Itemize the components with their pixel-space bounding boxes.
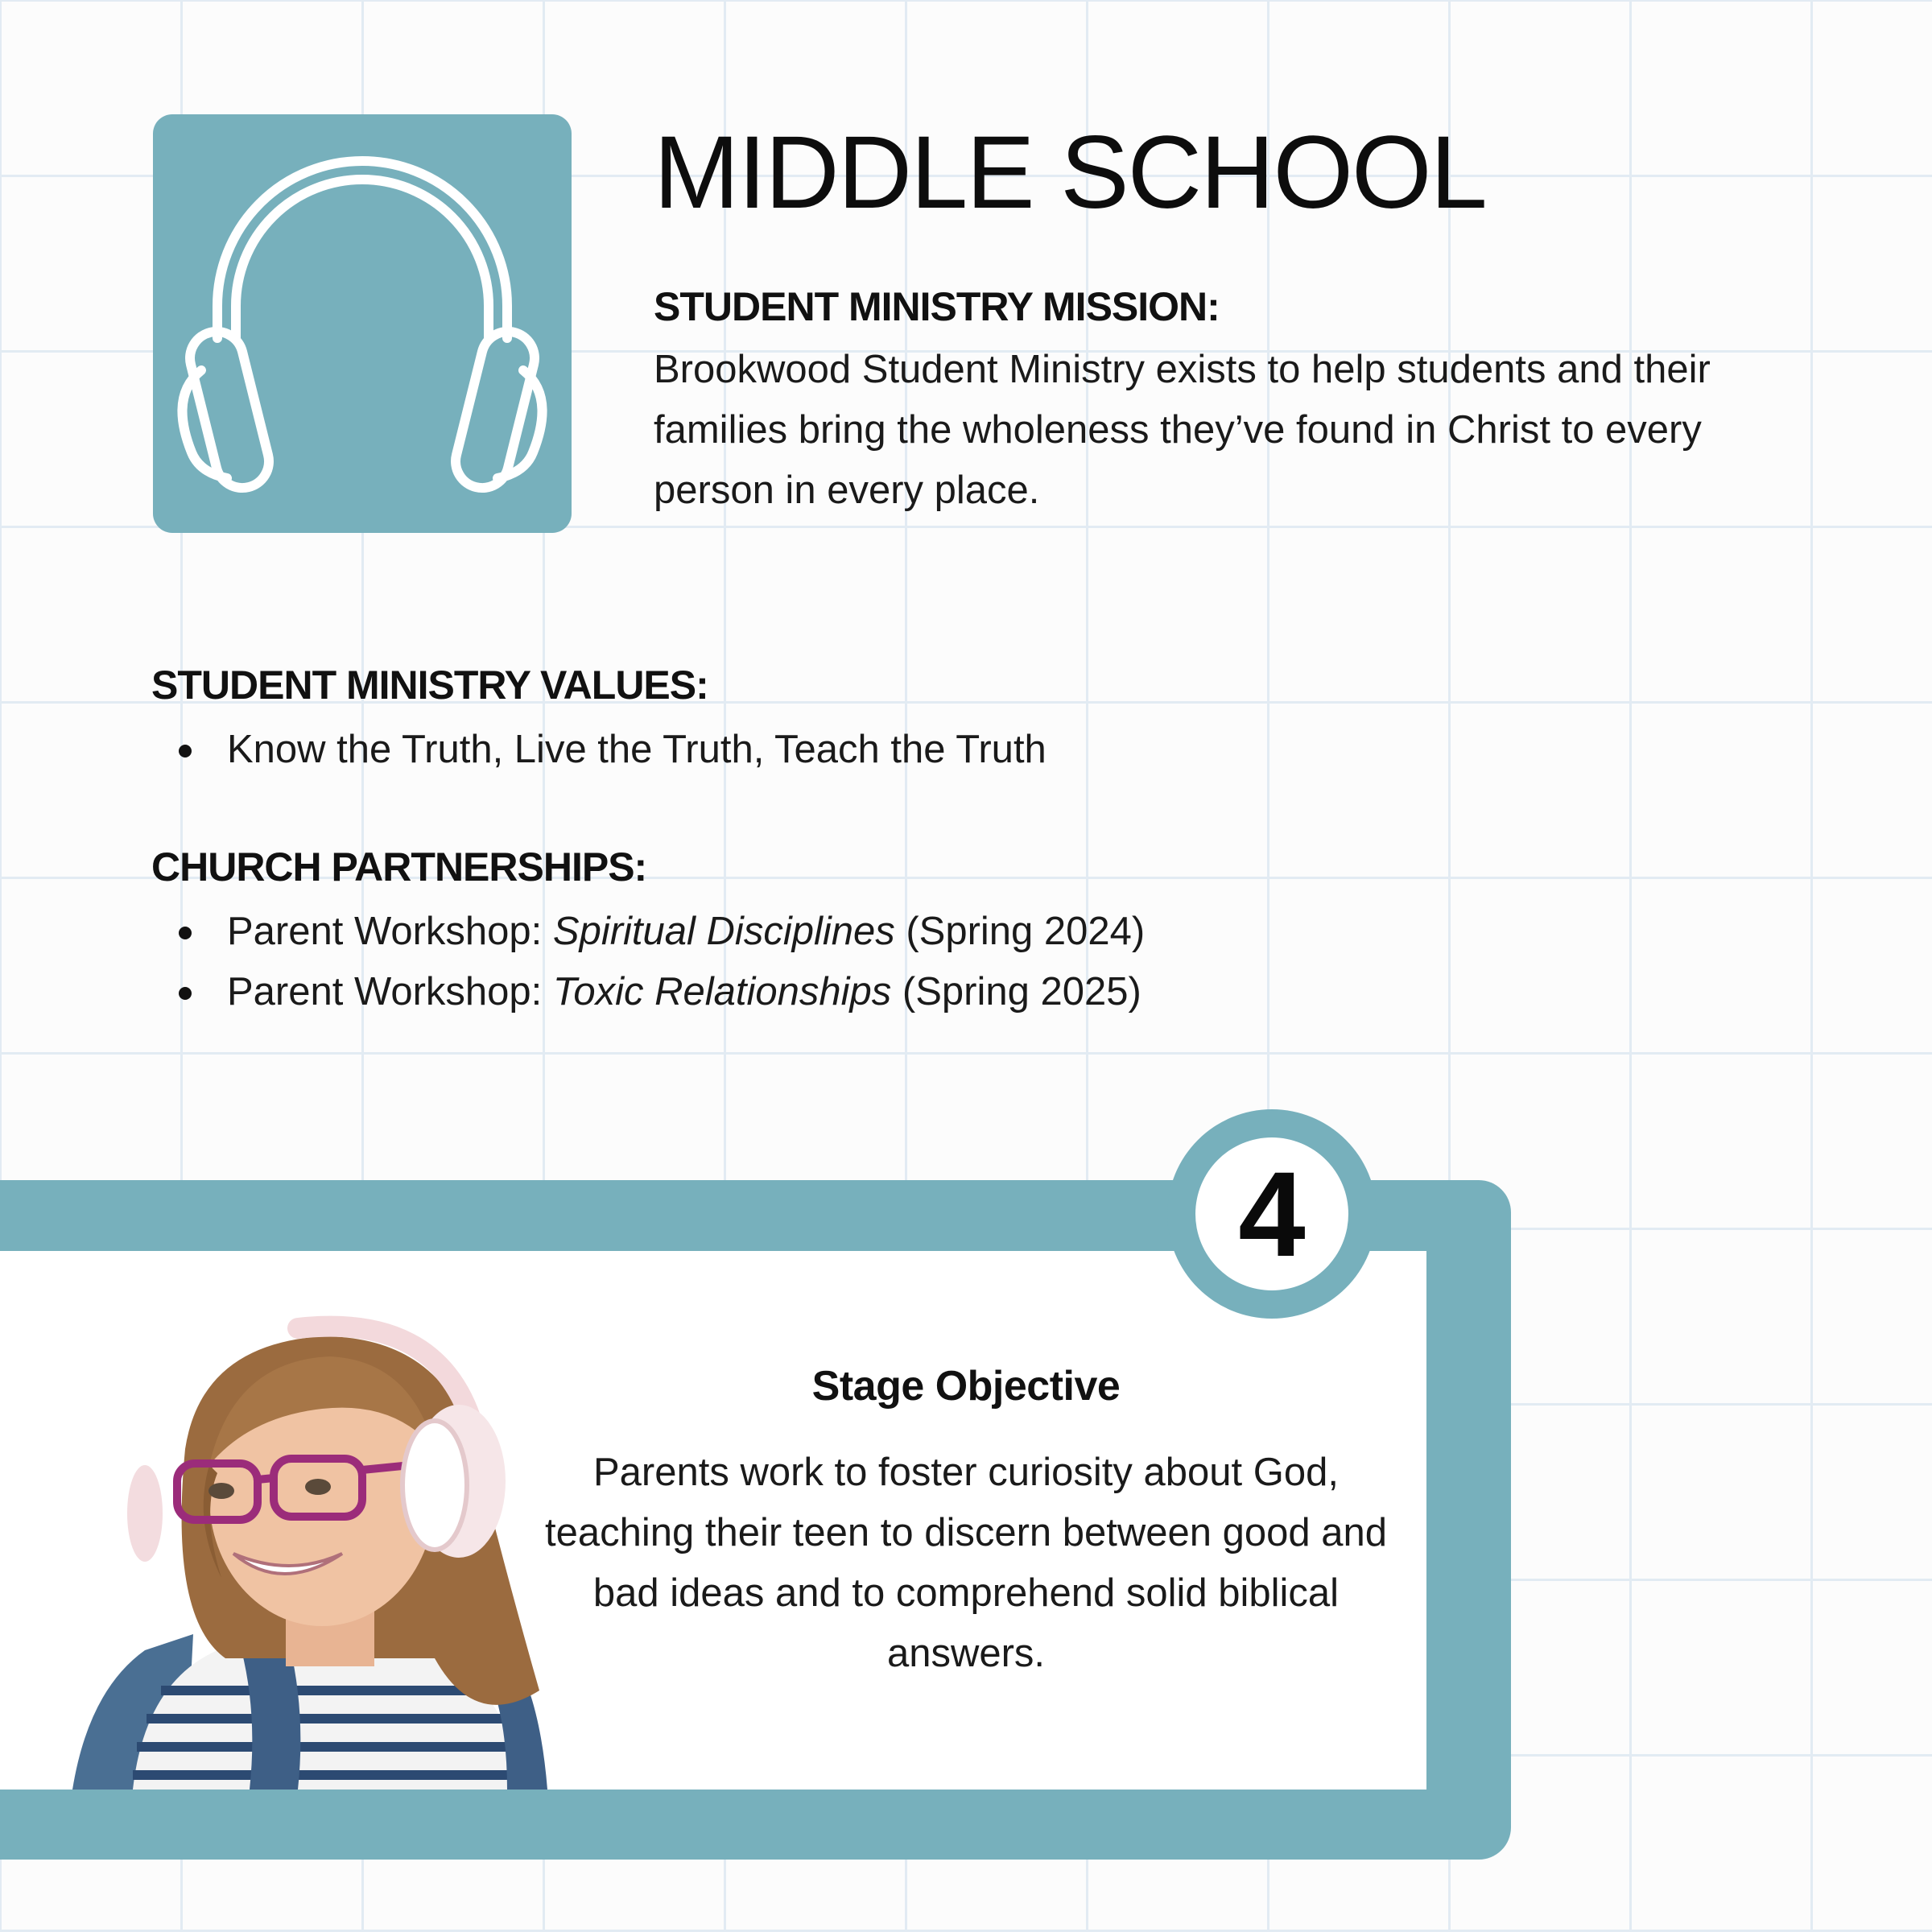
bullet-icon (179, 987, 192, 1000)
partnership-suffix: (Spring 2024) (894, 910, 1146, 953)
stage-objective-text: Parents work to foster curiosity about God, teaching their teen to discern between good and bad ideas and to comprehend solid biblical answers. (544, 1451, 1388, 1675)
values-heading: STUDENT MINISTRY VALUES: (151, 663, 708, 708)
bullet-icon (179, 927, 192, 939)
headphones-icon (153, 114, 572, 533)
mission-text: Brookwood Student Ministry exists to help students and their families bring the wholeness they’ve found in Christ to every person in every place. (654, 348, 1711, 512)
list-item (179, 962, 1145, 1022)
stage-objective-heading: Stage Objective (811, 1363, 1121, 1410)
partnerships-list (179, 902, 1145, 1022)
value-text: Know the Truth, Live the Truth, Teach the Truth (227, 728, 1046, 771)
stage-number: 4 (1238, 1146, 1306, 1282)
headphones-icon-tile (153, 114, 572, 533)
values-list (179, 720, 1046, 780)
partnership-suffix: (Spring 2025) (891, 970, 1141, 1013)
partnership-prefix: Parent Workshop: (227, 970, 553, 1013)
list-item (179, 720, 1046, 780)
mission-heading: STUDENT MINISTRY MISSION: (654, 284, 1220, 329)
page-title: MIDDLE SCHOOL (654, 115, 1486, 230)
student-photo (56, 1312, 604, 1790)
partnership-title: Toxic Relationships (552, 970, 892, 1013)
partnership-title: Spiritual Disciplines (552, 910, 895, 953)
partnerships-heading: CHURCH PARTNERSHIPS: (151, 844, 647, 890)
stage-badge-inner (1195, 1137, 1348, 1290)
bullet-icon (179, 745, 192, 758)
list-item (179, 902, 1145, 962)
partnership-prefix: Parent Workshop: (227, 910, 553, 953)
